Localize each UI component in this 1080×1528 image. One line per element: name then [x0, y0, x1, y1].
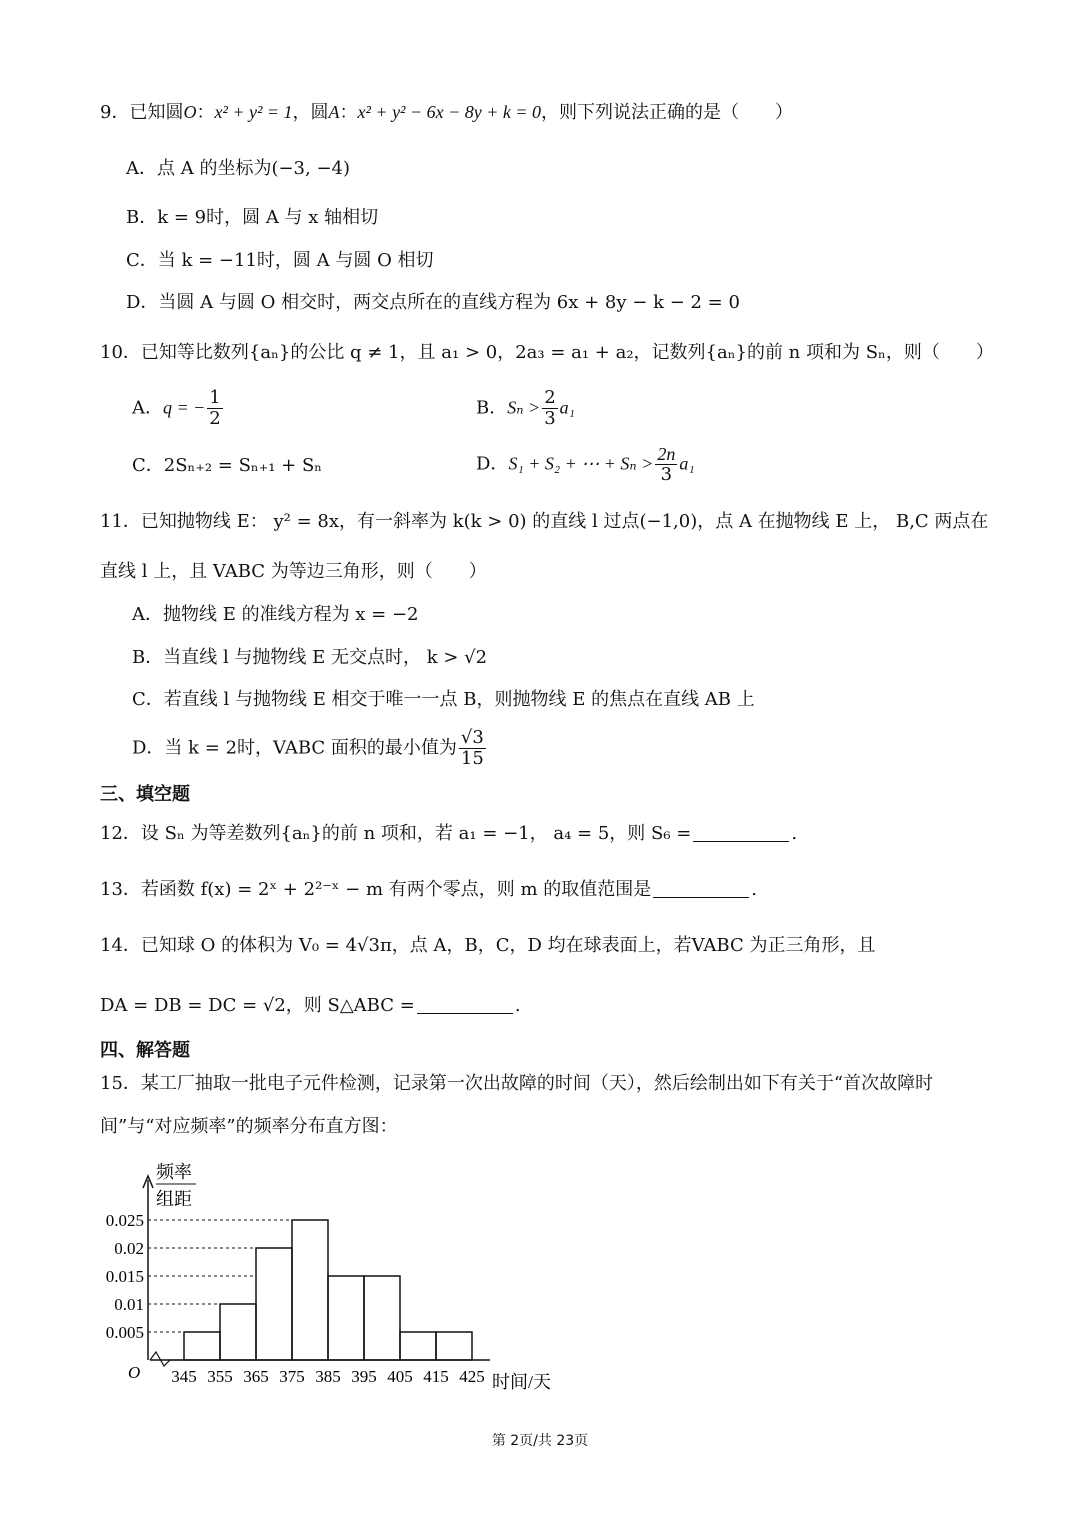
- q15-line2: 间”与“对应频率”的频率分布直方图：: [100, 1116, 398, 1137]
- q10-option-a: [132, 388, 225, 429]
- q11-option-d: [132, 728, 488, 769]
- y-tick-label: 0.01: [114, 1295, 144, 1314]
- q10-d-lhs: S₁ + S₂ + ⋯ + Sₙ >: [508, 453, 654, 474]
- q9-stem-b: ：: [196, 102, 215, 123]
- q14-period: .: [514, 995, 521, 1016]
- q14-line2: [100, 994, 521, 1018]
- q11-d-num: √3: [460, 727, 484, 748]
- q9-stem-d: ：: [339, 102, 358, 123]
- q9-option-a: A．点 A 的坐标为(−3, −4): [126, 158, 350, 179]
- y-tick-label: 0.02: [114, 1239, 144, 1258]
- q9-stem-e: ，则下列说法正确的是（ ）: [541, 102, 794, 123]
- q9-eq-a: x² + y² − 6x − 8y + k = 0: [357, 102, 542, 122]
- q11-option-b: B．当直线 l 与抛物线 E 无交点时， k > √2: [132, 647, 488, 668]
- q9-option-d: D．当圆 A 与圆 O 相交时，两交点所在的直线方程为 6x + 8y − k − 2 = 0: [126, 292, 740, 313]
- q12: [100, 822, 797, 846]
- q10-option-d: [476, 444, 695, 485]
- page-footer: 第 2页/共 23页: [491, 1433, 589, 1449]
- x-tick-label: 395: [351, 1367, 377, 1386]
- q11-option-a: A．抛物线 E 的准线方程为 x = −2: [132, 604, 419, 625]
- q10-b-lhs: Sₙ >: [507, 397, 541, 418]
- q10-a-den: 2: [209, 408, 221, 429]
- y-label-top: 频率: [156, 1162, 192, 1182]
- q10-a-num: 1: [209, 387, 221, 408]
- q10-stem: 10．已知等比数列{aₙ}的公比 q ≠ 1，且 a₁ > 0，2a₃ = a₁ + a₂，记数列{aₙ}的前 n 项和为 Sₙ，则（ ）: [100, 342, 994, 363]
- x-tick-label: 415: [423, 1367, 449, 1386]
- histogram-bar: [184, 1332, 220, 1360]
- q11-option-c: C．若直线 l 与抛物线 E 相交于唯一一点 B，则抛物线 E 的焦点在直线 AB 上: [132, 689, 755, 710]
- q13-answer-blank[interactable]: [653, 879, 749, 898]
- q9-stem-a: 9．已知圆: [100, 102, 184, 123]
- y-tick-label: 0.005: [105, 1323, 144, 1342]
- q13: [100, 878, 757, 902]
- q15-line1: 15．某工厂抽取一批电子元件检测，记录第一次出故障的时间（天），然后绘制出如下有关于“首次故障时: [100, 1073, 934, 1094]
- q11-d-pre: D．当 k = 2时，VABC 面积的最小值为: [132, 737, 457, 759]
- q10-d-num: 2n: [657, 444, 676, 464]
- q10-a-lhs: q = −: [163, 397, 206, 418]
- histogram-bar: [364, 1276, 400, 1360]
- histogram-bar: [400, 1332, 436, 1360]
- q9-stem: 9．已知圆O：x² + y² = 1，圆A：x² + y² − 6x − 8y + k = 0，则下列说法正确的是（ ）: [100, 102, 794, 123]
- section-answer: 四、解答题: [100, 1040, 190, 1061]
- histogram-bar: [436, 1332, 472, 1360]
- q9-eq-o: x² + y² = 1: [214, 102, 293, 122]
- q10-a-label: A．: [132, 397, 163, 419]
- q10-b-num: 2: [544, 387, 556, 408]
- axis-break: [150, 1352, 184, 1366]
- q10-option-c: C．2Sₙ₊₂ = Sₙ₊₁ + Sₙ: [132, 455, 323, 476]
- q12-text: 12．设 Sₙ 为等差数列{aₙ}的前 n 项和，若 a₁ = −1， a₄ = 5，则 S₆ =: [100, 823, 692, 844]
- origin-label: O: [128, 1363, 141, 1382]
- q9-option-b: B．k = 9时，圆 A 与 x 轴相切: [126, 207, 379, 228]
- q9-stem-c: ，圆: [292, 102, 329, 123]
- q11-stem-line2: 直线 l 上，且 VABC 为等边三角形，则（ ）: [100, 561, 487, 582]
- q10-b-rhs: a₁: [559, 397, 575, 418]
- x-tick-label: 385: [315, 1367, 341, 1386]
- q10-d-den: 3: [660, 464, 673, 485]
- q10-b-label: B．: [476, 397, 508, 419]
- q12-period: .: [791, 823, 798, 844]
- x-tick-label: 365: [243, 1367, 269, 1386]
- histogram-bar: [256, 1248, 292, 1360]
- q9-option-c: C．当 k = −11时，圆 A 与圆 O 相切: [126, 250, 434, 271]
- histogram-bar: [220, 1304, 256, 1360]
- q10-b-den: 3: [544, 408, 556, 429]
- q14-line1: 14．已知球 O 的体积为 V₀ = 4√3π，点 A，B，C，D 均在球表面上，若VABC 为正三角形，且: [100, 935, 876, 956]
- frequency-histogram: [0, 1150, 620, 1400]
- q14-text: DA = DB = DC = √2，则 S△ABC =: [100, 995, 415, 1016]
- x-tick-label: 345: [171, 1367, 197, 1386]
- q13-text: 13．若函数 f(x) = 2ˣ + 2²⁻ˣ − m 有两个零点，则 m 的取值范围是: [100, 879, 652, 900]
- q10-b-fraction: [542, 388, 557, 429]
- x-tick-label: 425: [459, 1367, 485, 1386]
- histogram-bar: [328, 1276, 364, 1360]
- x-tick-label: 405: [387, 1367, 413, 1386]
- q11-stem-line1: 11．已知抛物线 E： y² = 8x，有一斜率为 k(k > 0) 的直线 l 过点(−1,0)，点 A 在抛物线 E 上， B,C 两点在: [100, 511, 989, 532]
- y-label-bottom: 组距: [156, 1189, 192, 1209]
- section-fill-blank: 三、填空题: [100, 784, 190, 805]
- x-tick-label: 355: [207, 1367, 233, 1386]
- q10-d-fraction: [655, 444, 677, 485]
- x-tick-label: 375: [279, 1367, 305, 1386]
- q11-d-den: 15: [460, 748, 484, 769]
- q14-answer-blank[interactable]: [417, 995, 513, 1014]
- q11-d-fraction: [459, 728, 486, 769]
- y-tick-label: 0.025: [105, 1211, 144, 1230]
- q10-option-b: [476, 388, 575, 429]
- x-axis-label: 时间/天: [492, 1372, 552, 1392]
- q10-d-label: D．: [476, 453, 509, 475]
- q10-a-fraction: [207, 388, 222, 429]
- histogram-bar: [292, 1220, 328, 1360]
- q12-answer-blank[interactable]: [693, 823, 789, 842]
- q10-d-rhs: a₁: [679, 453, 695, 474]
- q13-period: .: [751, 879, 757, 900]
- y-tick-label: 0.015: [105, 1267, 144, 1286]
